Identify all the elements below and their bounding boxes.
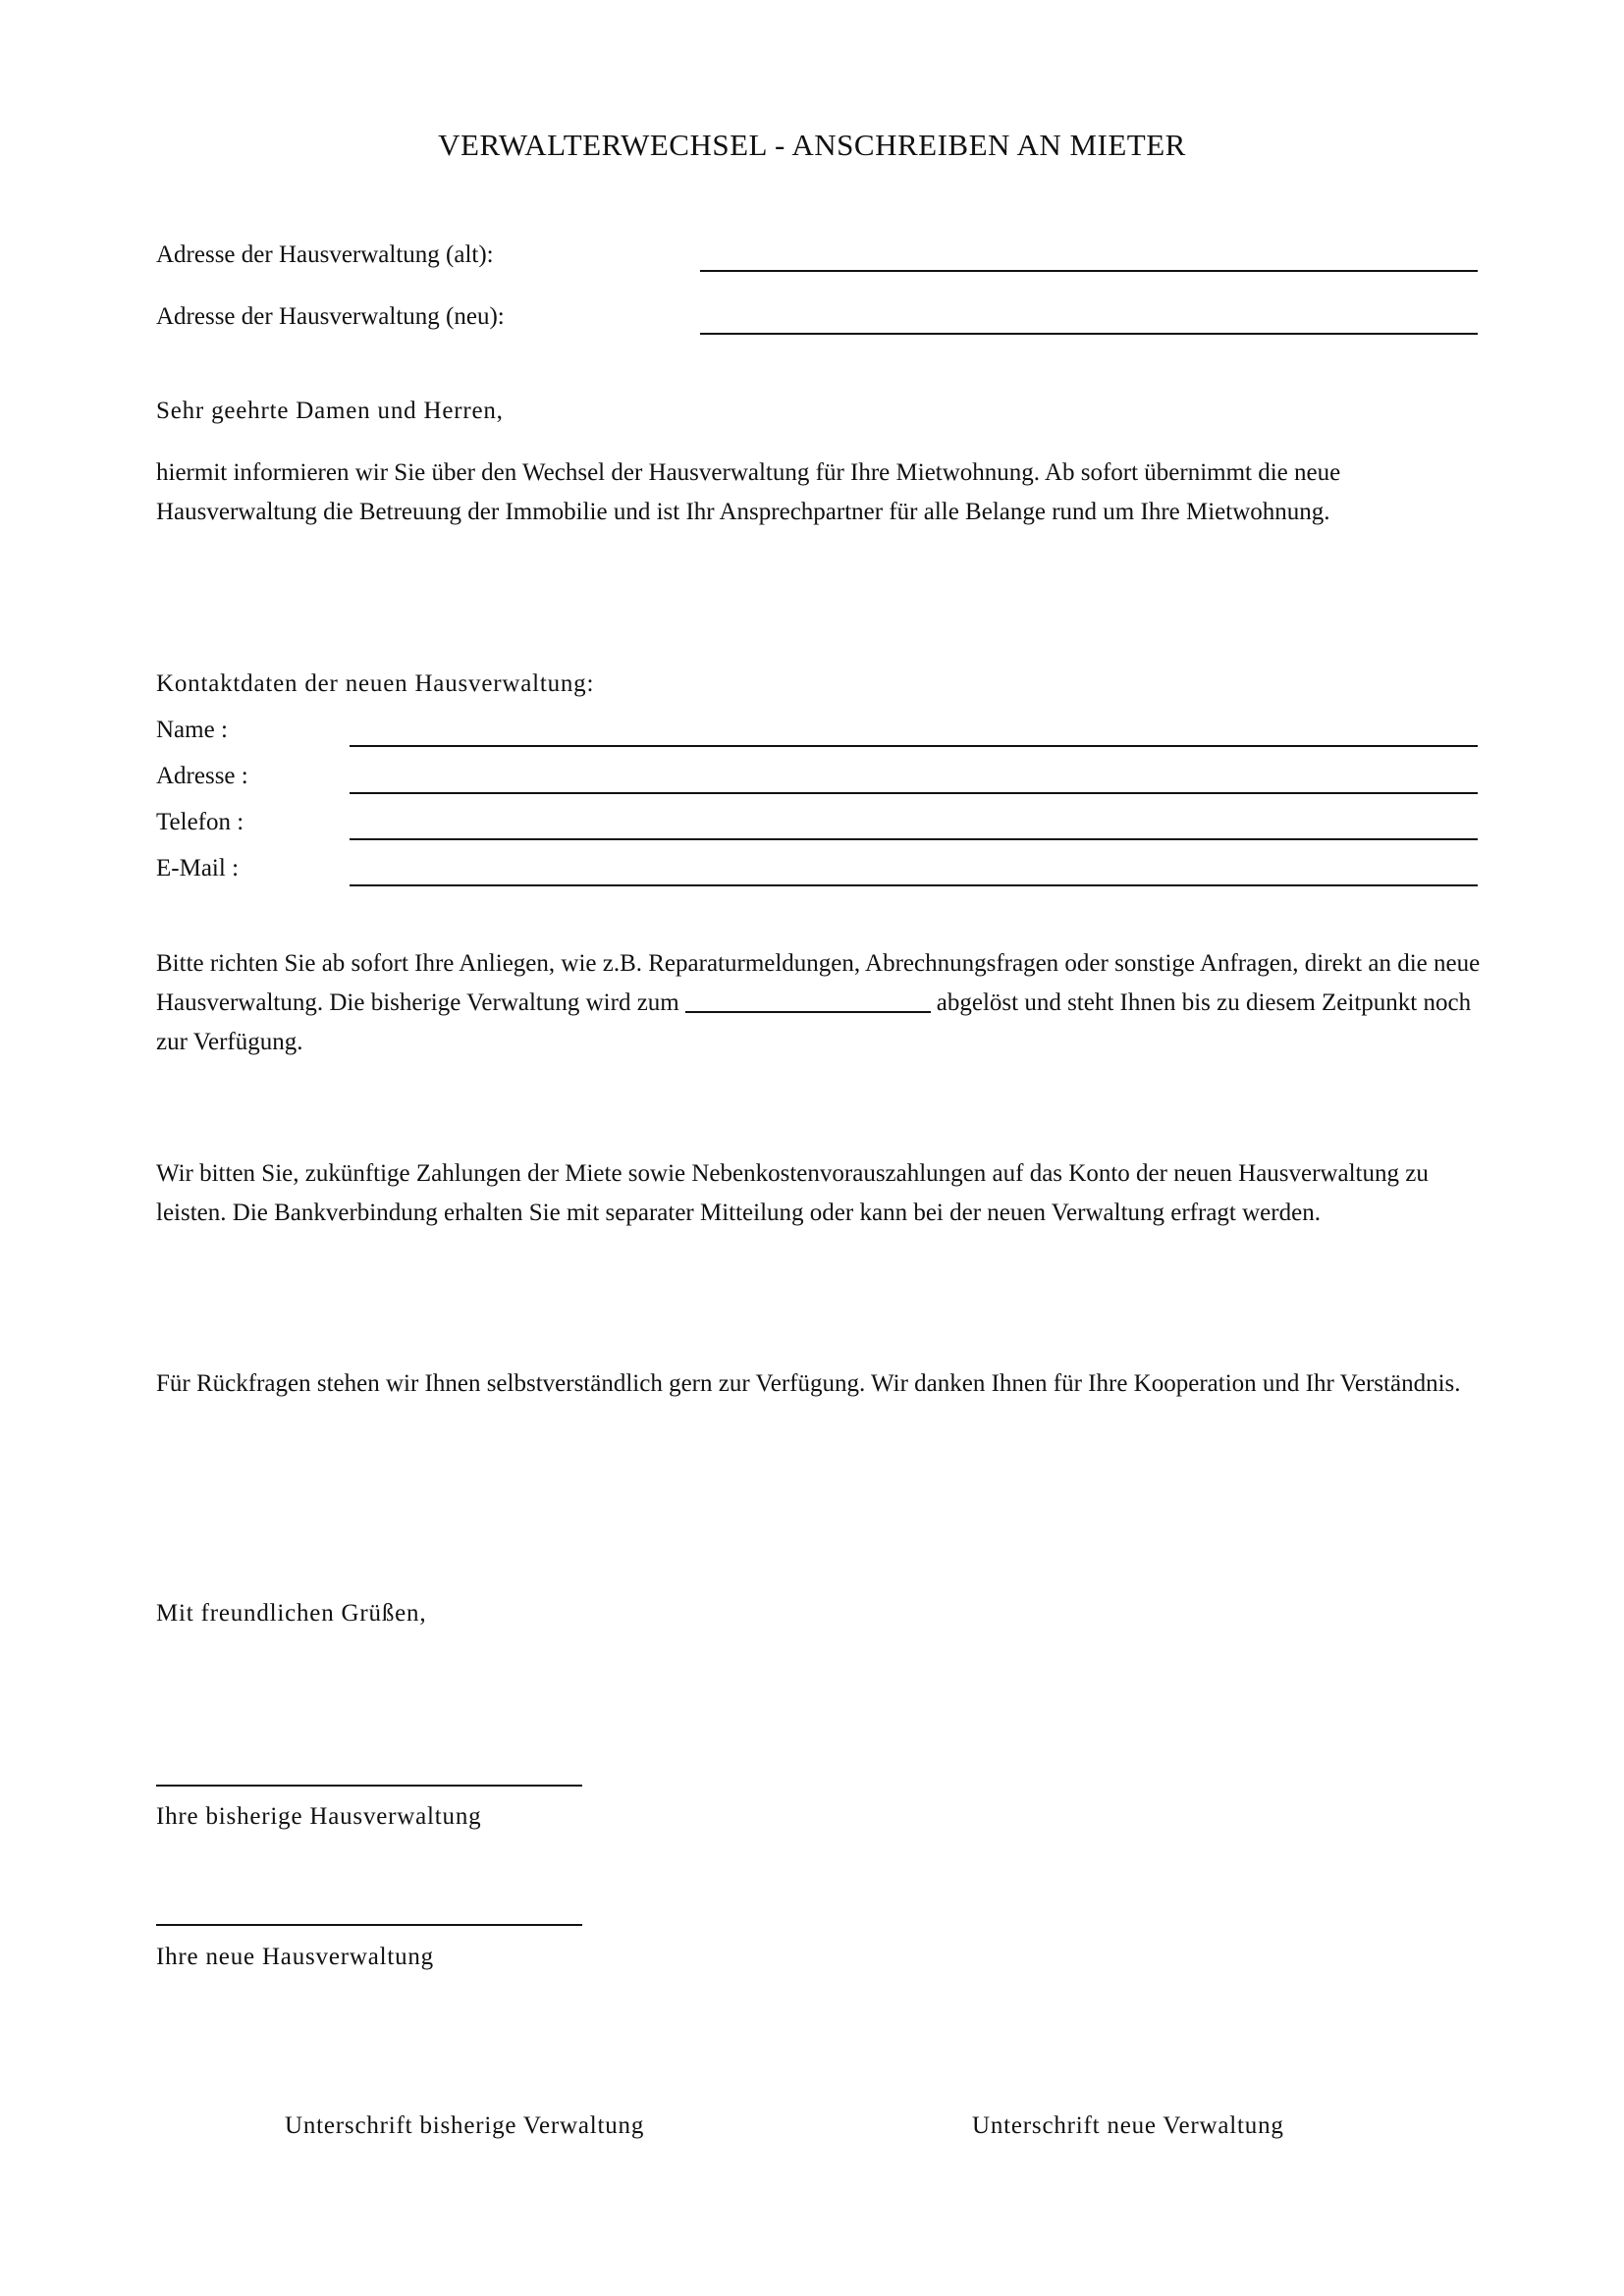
contact-phone-line[interactable] [350,838,1478,840]
salutation: Sehr geehrte Damen und Herren, [156,398,504,424]
new-address-line[interactable] [700,333,1478,335]
contact-name-line[interactable] [350,745,1478,747]
contact-phone-label: Telefon : [156,809,244,835]
old-address-line[interactable] [700,270,1478,272]
contact-email-label: E-Mail : [156,855,240,881]
new-management-signature-line[interactable] [156,1924,582,1926]
new-address-label: Adresse der Hausverwaltung (neu): [156,303,505,330]
old-management-signature-line[interactable] [156,1785,582,1787]
signature-caption-old: Unterschrift bisherige Verwaltung [285,2112,645,2139]
contact-address-line[interactable] [350,792,1478,794]
contact-name-label: Name : [156,717,228,743]
payment-paragraph: Wir bitten Sie, zukünftige Zahlungen der Miete sowie Nebenkostenvorauszahlungen auf das Konto der neuen Hausverwaltung zu leisten. Die Bankverbindung erhalten Sie mit separater Mitteilung oder kann bei der neuen Verwaltung erfragt werden. [156,1160,1429,1226]
old-address-label: Adresse der Hausverwaltung (alt): [156,241,494,268]
signature-caption-new: Unterschrift neue Verwaltung [972,2112,1284,2139]
document-title: VERWALTERWECHSEL - ANSCHREIBEN AN MIETER [438,128,1186,162]
contact-heading: Kontaktdaten der neuen Hausverwaltung: [156,670,595,697]
new-management-label: Ihre neue Hausverwaltung [156,1944,434,1970]
requests-text-before: Bitte richten Sie ab sofort Ihre Anliegen, wie z.B. Reparaturmeldungen, Abrechnungsfragen oder sonstige Anfragen, direkt an die neue Hausverwaltung. Die bisherige Verwaltung wird zum [156,950,1481,1016]
requests-text-after: abgelöst und steht Ihnen bis zu diesem Zeitpunkt noch zur Verfügung. [156,989,1472,1055]
intro-paragraph: hiermit informieren wir Sie über den Wechsel der Hausverwaltung für Ihre Mietwohnung. Ab sofort übernimmt die neue Hausverwaltung die Betreuung der Immobilie und ist Ihr Ansprechpartner für alle Belange rund um Ihre Mietwohnung. [156,459,1341,525]
contact-email-line[interactable] [350,884,1478,886]
closing-greeting: Mit freundlichen Grüßen, [156,1600,427,1627]
contact-address-label: Adresse : [156,763,248,789]
requests-paragraph [156,944,1482,1062]
closing-paragraph: Für Rückfragen stehen wir Ihnen selbstverständlich gern zur Verfügung. Wir danken Ihnen für Ihre Kooperation und Ihr Verständnis. [156,1370,1461,1397]
handover-date-blank[interactable] [685,986,931,1013]
old-management-label: Ihre bisherige Hausverwaltung [156,1803,482,1830]
